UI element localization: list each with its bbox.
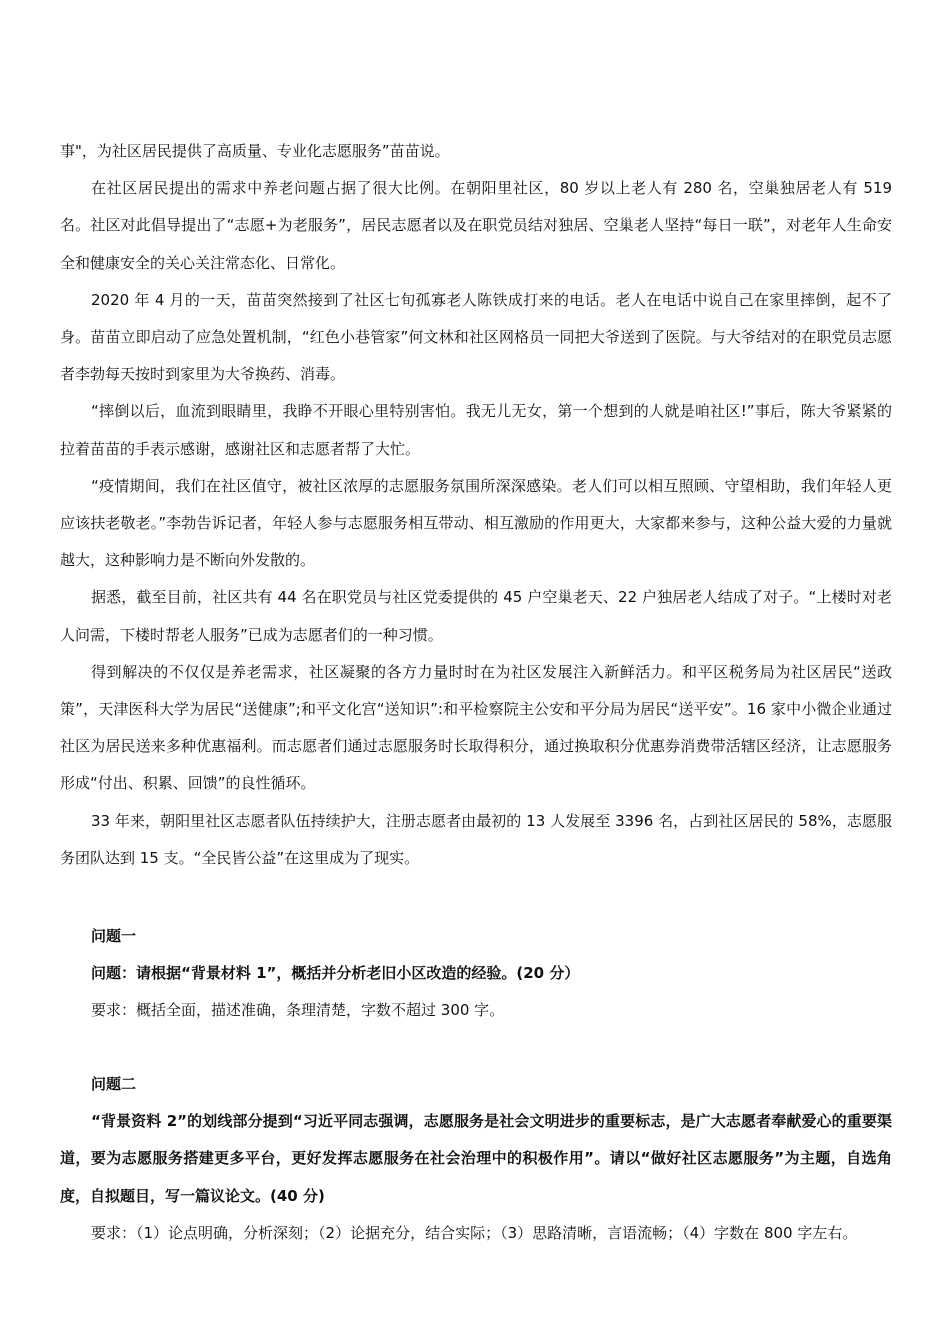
article-paragraph-8: 33 年来，朝阳里社区志愿者队伍持续护大，注册志愿者由最初的 13 人发展至 3396 名，占到社区居民的 58%，志愿服务团队达到 15 支。“全民皆公益”在这里成为了现实。 [60, 811, 892, 867]
article-paragraph-4: “摔倒以后，血流到眼睛里，我睁不开眼心里特别害怕。我无儿无女，第一个想到的人就是咱社区!”事后，陈大爷紧紧的拉着苗苗的手表示感谢，感谢社区和志愿者帮了大忙。 [60, 402, 892, 458]
question-one-prompt: 问题：请根据“背景材料 1”，概括并分析老旧小区改造的经验。(20 分） [91, 964, 580, 983]
question-one-section [60, 918, 892, 1030]
question-two-heading: 问题二 [91, 1075, 137, 1093]
article-paragraph-2: 在社区居民提出的需求中养老问题占据了很大比例。在朝阳里社区，80 岁以上老人有 280 名，空巢独居老人有 519 名。社区对此倡导提出了“志愿+为老服务”，居民志愿者以及在职党员结对独居、空巢老人坚持“每日一联”，对老年人生命安全和健康安全的关心关注常态化、日常化。 [60, 179, 892, 272]
article-paragraph-6: 据悉，截至目前，社区共有 44 名在职党员与社区党委提供的 45 户空巢老天、22 户独居老人结成了对子。“上楼时对老人问需，下楼时帮老人服务”已成为志愿者们的一种习惯。 [60, 588, 892, 644]
article-paragraph-7: 得到解决的不仅仅是养老需求，社区凝聚的各方力量时时在为社区发展注入新鲜活力。和平区税务局为社区居民“送政策”，天津医科大学为居民“送健康”;和平文化宫“送知识”:和平检察院主公安和平分局为居民“送平安”。16 家中小微企业通过社区为居民送来多种优惠福利。而志愿者们通过志愿服务时长取得积分，通过换取积分优惠券消费带活辖区经济，让志愿服务形成“付出、积累、回馈”的良性循环。 [60, 662, 892, 793]
article-body [60, 133, 892, 877]
question-two-prompt: “背景资料 2”的划线部分提到“习近平同志强调，志愿服务是社会文明进步的重要标志，是广大志愿者奉献爱心的重要渠道，要为志愿服务搭建更多平台，更好发挥志愿服务在社会治理中的积极作用”。请以“做好社区志愿服务”为主题，自选角度，自拟题目，写一篇议论文。(40 分) [60, 1112, 892, 1205]
question-two-section [60, 1066, 892, 1252]
article-paragraph-5: “疫情期间，我们在社区值守，被社区浓厚的志愿服务氛围所深深感染。老人们可以相互照顾、守望相助，我们年轻人更应该扶老敬老。”李勃告诉记者，年轻人参与志愿服务相互带动、相互激励的作用更大，大家都来参与，这种公益大爱的力量就越大，这种影响力是不断向外发散的。 [60, 476, 892, 570]
question-one-heading: 问题一 [91, 927, 137, 945]
question-two-requirement: 要求：（1）论点明确，分析深刻；（2）论据充分，结合实际；（3）思路清晰，言语流畅；（4）字数在 800 字左右。 [91, 1223, 858, 1242]
article-paragraph-1: 事"，为社区居民提供了高质量、专业化志愿服务”苗苗说。 [60, 142, 450, 160]
question-one-requirement: 要求：概括全面，描述准确，条理清楚，字数不超过 300 字。 [91, 1001, 505, 1020]
article-paragraph-3: 2020 年 4 月的一天，苗苗突然接到了社区七旬孤寡老人陈铁成打来的电话。老人在电话中说自己在家里摔倒，起不了身。苗苗立即启动了应急处置机制，“红色小巷管家”何文林和社区网格员一同把大爷送到了医院。与大爷结对的在职党员志愿者李勃每天按时到家里为大爷换药、消毒。 [60, 290, 892, 384]
